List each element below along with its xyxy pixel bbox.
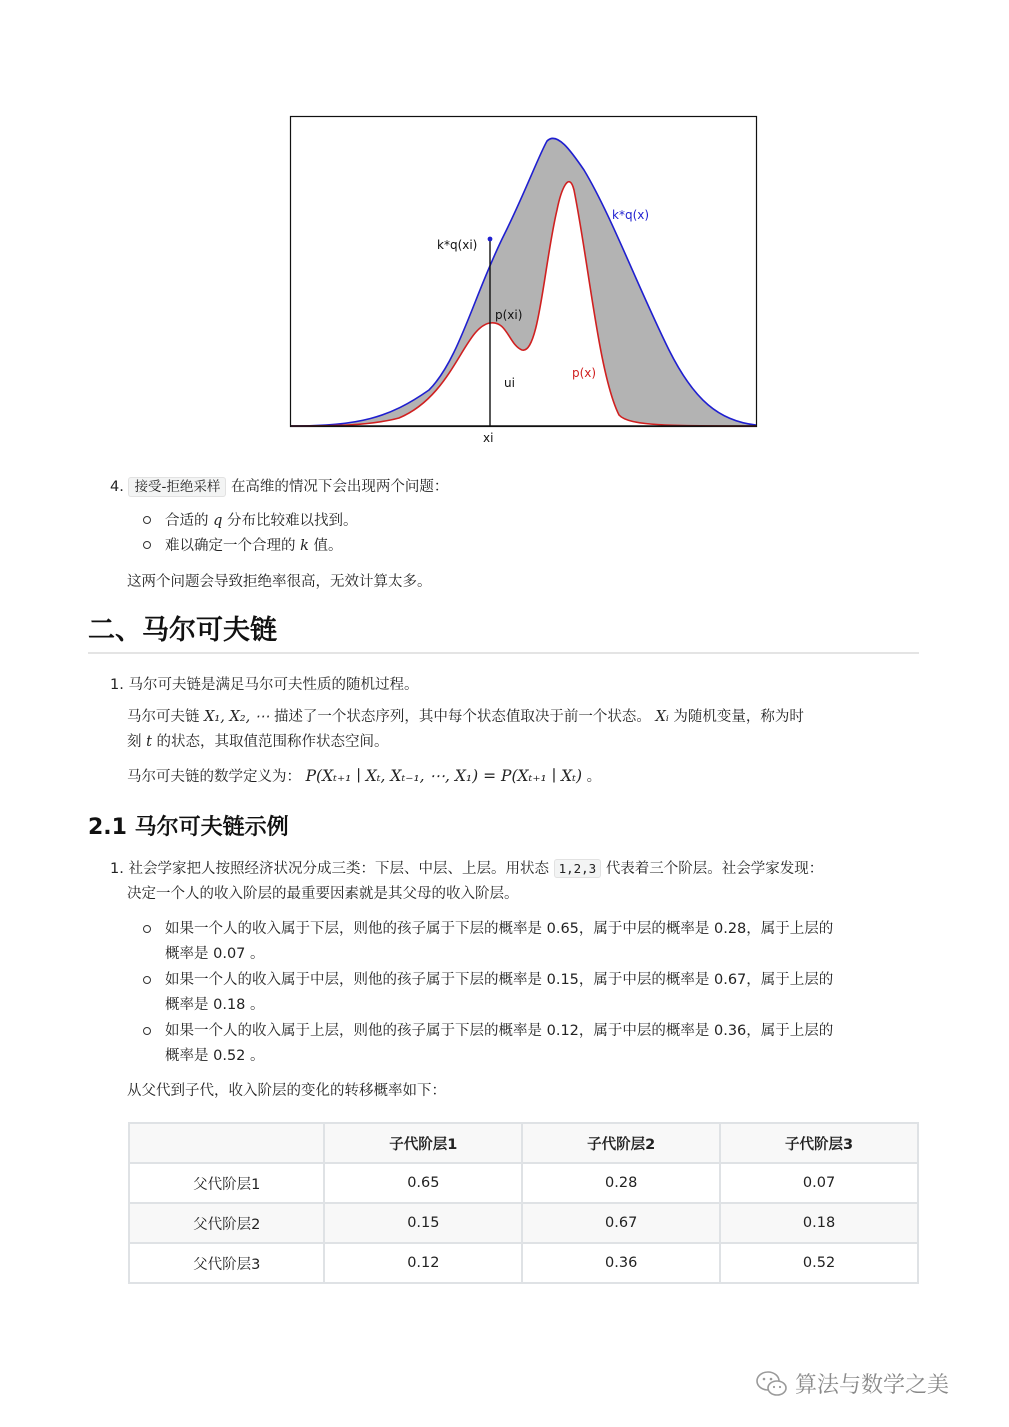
paragraph-text: 为随机变量，称为时 [673,709,804,725]
conclusion-text: 这两个问题会导致拒绝率很高，无效计算太多。 [127,574,432,590]
table-cell: 0.15 [324,1203,522,1243]
bullet-text: 值。 [313,538,343,554]
list-item: 概率是 0.52 。 [165,1048,265,1064]
paragraph-text: 刻 [127,734,142,750]
label-xi: xi [483,431,494,445]
paragraph-text: 马尔可夫链是满足马尔可夫性质的随机过程。 [128,677,419,693]
paragraph-text: 马尔可夫链 [127,709,200,725]
math-symbol: k [300,538,309,554]
table-row [129,1163,918,1203]
label-kqxi: k*q(xi) [437,238,478,252]
paragraph-text: 马尔可夫链的数学定义为： [127,769,301,785]
table-cell: 0.65 [324,1163,522,1203]
math-expression: X₁, X₂, ⋯ [204,709,270,725]
bullet-icon [143,541,151,549]
watermark-text: 算法与数学之美 [795,1373,950,1398]
paragraph: 决定一个人的收入阶层的最重要因素就是其父母的收入阶层。 [127,886,519,902]
table-cell: 0.67 [522,1203,720,1243]
bullet-icon [143,925,151,933]
table-cell: 父代阶层3 [129,1243,324,1283]
table-header [129,1123,324,1163]
list-item: 如果一个人的收入属于中层，则他的孩子属于下层的概率是 0.15，属于中层的概率是 0.67，属于上层的 [165,972,834,988]
inline-code: 1,2,3 [554,859,602,878]
item-number: 1. [110,677,124,693]
label-kqx: k*q(x) [612,208,650,222]
paragraph-text: 的状态，其取值范围称作状态空间。 [156,734,389,750]
label-ui: ui [504,376,515,390]
paragraph-text: 代表着三个阶层。社会学家发现： [605,861,824,877]
rejection-sampling-figure [289,115,759,450]
transition-table [128,1122,919,1284]
list-item: 如果一个人的收入属于下层，则他的孩子属于下层的概率是 0.65，属于中层的概率是 0.28，属于上层的 [165,921,834,937]
item-number: 4. [110,479,124,495]
bullet-icon [143,976,151,984]
table-header-row [129,1123,918,1163]
bullet-icon [143,1027,151,1035]
section-divider [88,652,919,654]
paragraph [110,674,418,696]
list-item: 概率是 0.07 。 [165,946,265,962]
subsection-title: 2.1 马尔可夫链示例 [88,815,289,840]
watermark [755,1368,949,1399]
table-cell: 0.28 [522,1163,720,1203]
list-item [165,510,358,532]
label-px: p(x) [572,366,597,380]
item-text: 在高维的情况下会出现两个问题： [230,479,449,495]
list-item: 如果一个人的收入属于上层，则他的孩子属于下层的概率是 0.12，属于中层的概率是 0.36，属于上层的 [165,1023,834,1039]
paragraph-text: 。 [586,769,602,785]
math-symbol: q [213,513,223,529]
paragraph [127,706,804,728]
kq-point [488,237,493,242]
paragraph-text: 描述了一个状态序列，其中每个状态值取决于前一个状态。 [273,709,651,725]
bullet-text: 分布比较难以找到。 [227,513,358,529]
table-cell: 0.18 [720,1203,918,1243]
table-cell: 父代阶层1 [129,1163,324,1203]
bullet-icon [143,516,151,524]
table-row [129,1203,918,1243]
bullet-text: 合适的 [165,513,209,529]
paragraph [127,731,389,753]
inline-code: 接受-拒绝采样 [128,477,226,497]
table-cell: 0.07 [720,1163,918,1203]
table-header: 子代阶层3 [720,1123,918,1163]
table-header: 子代阶层2 [522,1123,720,1163]
math-expression: P(Xₜ₊₁ ∣ Xₜ, Xₜ₋₁, ⋯, X₁) = P(Xₜ₊₁ ∣ Xₜ) [305,767,583,785]
table-cell: 0.12 [324,1243,522,1283]
table-cell: 0.36 [522,1243,720,1283]
item-number: 1. [110,861,124,877]
table-row [129,1243,918,1283]
table-intro: 从父代到子代，收入阶层的变化的转移概率如下： [127,1083,446,1099]
definition [127,765,601,788]
label-pxi: p(xi) [495,308,523,322]
list-item [165,535,343,557]
math-expression: t [146,734,152,750]
table-header: 子代阶层1 [324,1123,522,1163]
list-item: 概率是 0.18 。 [165,997,265,1013]
table-cell: 父代阶层2 [129,1203,324,1243]
math-expression: Xᵢ [655,709,669,725]
paragraph-text: 社会学家把人按照经济状况分成三类：下层、中层、上层。用状态 [128,861,549,877]
item-4 [110,476,448,498]
wechat-icon [755,1369,789,1399]
bullet-text: 难以确定一个合理的 [165,538,296,554]
section-title: 二、马尔可夫链 [88,615,277,646]
table-cell: 0.52 [720,1243,918,1283]
paragraph [110,858,823,880]
